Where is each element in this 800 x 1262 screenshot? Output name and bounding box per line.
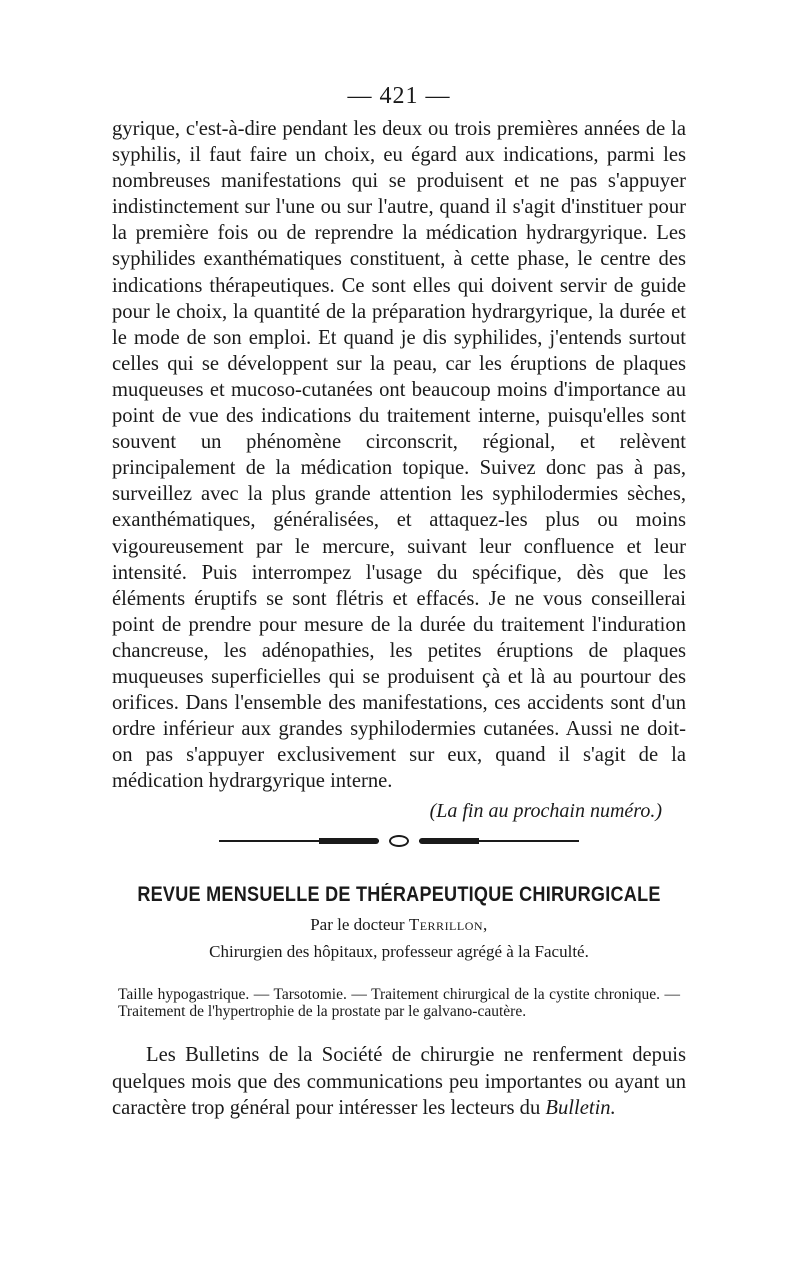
byline [112,914,686,935]
continued-note: (La fin au prochain numéro.) [429,800,662,823]
divider-right-line [419,840,579,842]
document-page [112,82,686,1121]
byline-prefix: Par le docteur [310,915,409,935]
divider-center-ornament [389,835,409,847]
author-affiliation: Chirurgien des hôpitaux, professeur agrégé à la Faculté. [209,942,589,962]
body-paragraph: gyrique, c'est-à-dire pendant les deux ou trois premières années de la syphilis, il faut faire un choix, eu égard aux indications, parmi les nombreuses manifestations qui se produisent et ne pas s'appuyer indistinctement sur l'une ou sur l'autre, quand il s'agit d'instituer pour la première fois ou de reprendre la médication hydrargyrique. Les syphilides exanthématiques constituent, à cette phase, le centre des indications thérapeutiques. Ce sont elles qui doivent servir de guide pour le choix, la quantité de la préparation hydrargyrique, la durée et le mode de son emploi. Et quand je dis syphilides, j'entends surtout celles qui se développent sur la peau, car les éruptions de plaques muqueuses et mucoso-cutanées ont beaucoup moins d'importance au point de vue des indications du traitement interne, puisqu'elles sont souvent un phénomène circonscrit, régional, et relèvent principalement de la médication topique. Suivez donc pas à pas, surveillez avec la plus grande attention les syphilodermies sèches, exanthématiques, généralisées, et attaquez-les plus ou moins vigoureusement par le mercure, suivant leur confluence et leur intensité. Puis interrompez l'usage du spécifique, dès que les éléments éruptifs se sont flétris et effacés. Je ne vous conseillerai point de prendre pour mesure de la durée du traitement l'induration chancreuse, les adénopathies, les petites éruptions de plaques muqueuses superficielles qui se produisent çà et là au pourtour des orifices. Dans l'ensemble des manifestations, ces accidents sont d'un ordre inférieur aux grandes syphilodermies cutanées. Aussi ne doit-on pas s'appuyer exclusivement sur eux, quand il s'agit de la médication hydrargyrique interne. [112,118,686,793]
lead-text: Les Bulletins de la Société de chirurgie ne renferment depuis quelques mois que des communications peu importantes ou ayant un caractère trop général pour intéresser les lecteurs du [112,1044,686,1119]
divider-left-line [219,840,379,842]
lead-text-italic: Bulletin. [545,1096,616,1119]
author-name: Terrillon, [408,915,488,935]
lead-paragraph [112,1042,686,1120]
section-summary: Taille hypogastrique. — Tarsotomie. — Traitement chirurgical de la cystite chronique. — Traitement de l'hypertrophie de la prostate par le galvano-cautère. [118,986,680,1021]
section-title: REVUE MENSUELLE DE THÉRAPEUTIQUE CHIRURGICALE [137,883,661,907]
page-number: — 421 — [347,83,451,109]
ornamental-divider [219,834,579,848]
